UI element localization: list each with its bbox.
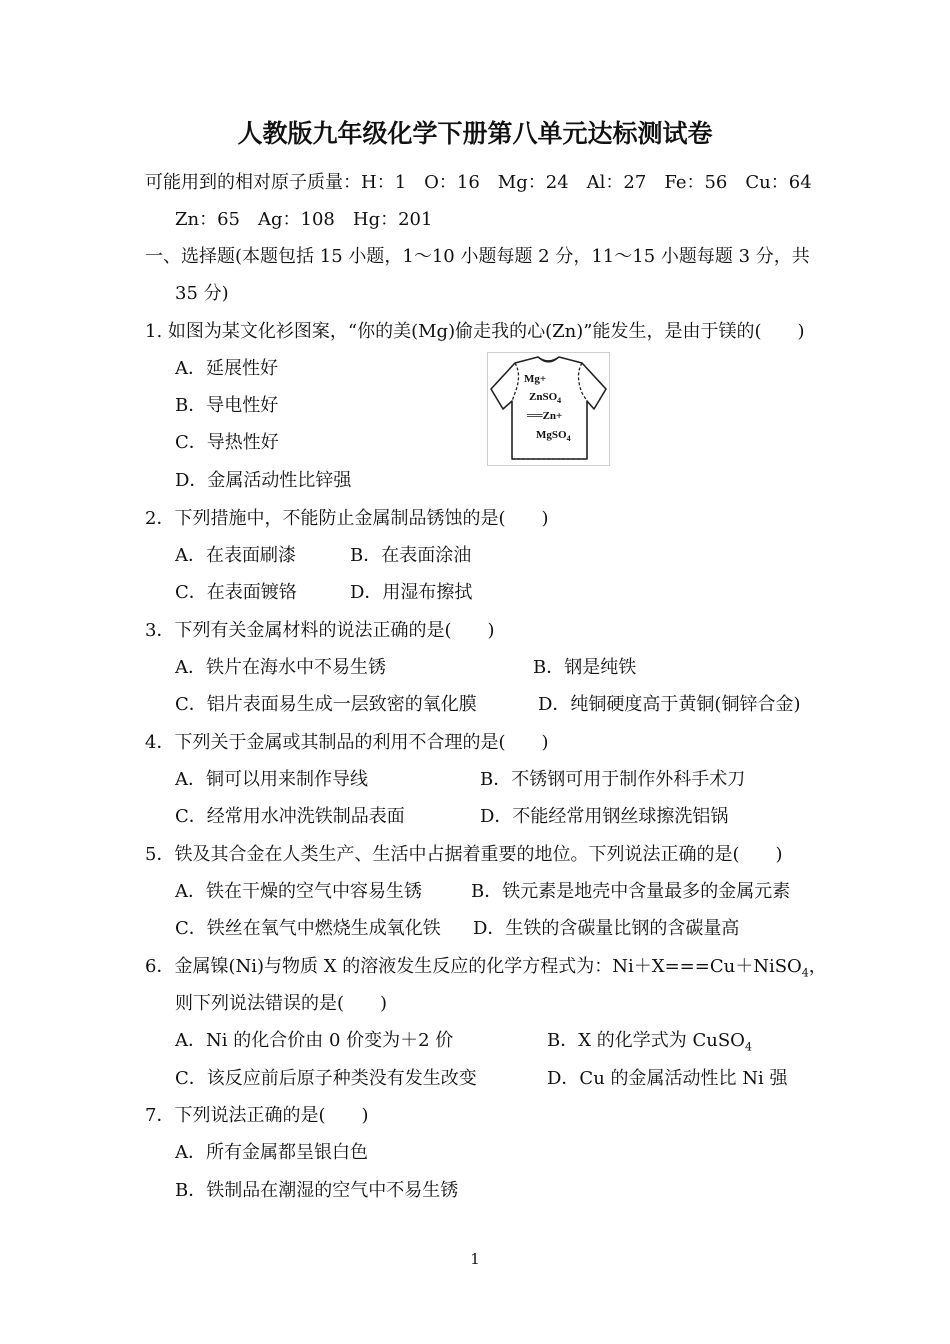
- question-4-option-b: B．不锈钢可用于制作外科手术刀: [480, 769, 746, 790]
- question-3-stem: 3．下列有关金属材料的说法正确的是( ): [145, 620, 495, 641]
- page-title: 人教版九年级化学下册第八单元达标测试卷: [237, 119, 713, 148]
- question-2-option-c: C．在表面镀铬: [175, 582, 297, 603]
- question-1-option-c: C．导热性好: [175, 432, 279, 453]
- figure-equation-line-3: ══Zn+: [527, 410, 563, 422]
- question-6-stem-line-2: 则下列说法错误的是( ): [175, 993, 388, 1014]
- question-7-option-a: A．所有金属都呈银白色: [175, 1142, 368, 1163]
- question-6-option-c: C．该反应前后原子种类没有发生改变: [175, 1068, 477, 1089]
- figure-equation-line-1: Mg+: [524, 373, 547, 385]
- question-6-stem: 6．金属镍(Ni)与物质 X 的溶液发生反应的化学方程式为：Ni＋X===Cu＋NiSO$_4$，: [145, 956, 827, 980]
- section-heading-line-2: 35 分): [175, 283, 229, 304]
- question-5-option-a: A．铁在干燥的空气中容易生锈: [175, 881, 422, 902]
- question-6-option-b: B．X 的化学式为 CuSO$_4$: [547, 1030, 752, 1054]
- question-1-stem: 1. 如图为某文化衫图案，“你的美(Mg)偷走我的心(Zn)”能发生，是由于镁的( ): [145, 321, 805, 342]
- question-1-option-b: B．导电性好: [175, 395, 279, 416]
- question-3-option-c: C．铝片表面易生成一层致密的氧化膜: [175, 694, 477, 715]
- question-6-option-d: D．Cu 的金属活动性比 Ni 强: [547, 1068, 788, 1089]
- atomic-masses-line-1: 可能用到的相对原子质量：H：1 O：16 Mg：24 Al：27 Fe：56 Cu：64: [145, 172, 812, 193]
- figure-equation-line-2: ZnSO$_4$: [529, 391, 562, 406]
- question-4-option-a: A．铜可以用来制作导线: [175, 769, 368, 790]
- question-7-stem: 7．下列说法正确的是( ): [145, 1105, 369, 1126]
- question-5-stem: 5．铁及其合金在人类生产、生活中占据着重要的地位。下列说法正确的是( ): [145, 844, 783, 865]
- question-4-stem: 4．下列关于金属或其制品的利用不合理的是( ): [145, 732, 549, 753]
- question-6-option-a: A．Ni 的化合价由 0 价变为＋2 价: [175, 1030, 454, 1051]
- question-2-stem: 2．下列措施中，不能防止金属制品锈蚀的是( ): [145, 508, 549, 529]
- tshirt-outline-icon: [488, 353, 609, 465]
- page-number: 1: [470, 1250, 480, 1268]
- question-1-option-d: D．金属活动性比锌强: [175, 470, 352, 491]
- question-3-option-d: D．纯铜硬度高于黄铜(铜锌合金): [538, 694, 801, 715]
- question-2-option-b: B．在表面涂油: [350, 545, 472, 566]
- question-3-option-b: B．钢是纯铁: [533, 657, 637, 678]
- question-4-option-c: C．经常用水冲洗铁制品表面: [175, 806, 405, 827]
- question-2-option-a: A．在表面刷漆: [175, 545, 296, 566]
- section-heading-line-1: 一、选择题(本题包括 15 小题，1～10 小题每题 2 分，11～15 小题每题 3 分，共: [145, 246, 810, 267]
- question-7-option-b: B．铁制品在潮湿的空气中不易生锈: [175, 1180, 459, 1201]
- question-5-option-c: C．铁丝在氧气中燃烧生成氧化铁: [175, 918, 441, 939]
- question-5-option-d: D．生铁的含碳量比钢的含碳量高: [473, 918, 740, 939]
- question-5-option-b: B．铁元素是地壳中含量最多的金属元素: [471, 881, 791, 902]
- tshirt-figure: [487, 352, 610, 466]
- atomic-masses-line-2: Zn：65 Ag：108 Hg：201: [175, 209, 433, 230]
- question-3-option-a: A．铁片在海水中不易生锈: [175, 657, 386, 678]
- question-2-option-d: D．用湿布擦拭: [350, 582, 473, 603]
- figure-equation-line-4: MgSO$_4$: [536, 429, 571, 444]
- question-1-option-a: A．延展性好: [175, 358, 278, 379]
- question-4-option-d: D．不能经常用钢丝球擦洗铝锅: [480, 806, 729, 827]
